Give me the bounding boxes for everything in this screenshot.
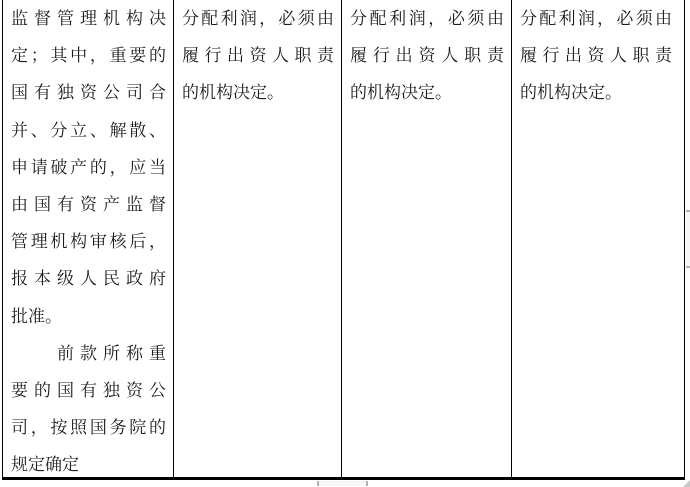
table-cell-2: [174, 0, 342, 477]
text-line: 申请破产的，应当: [11, 157, 166, 177]
text-line: 监督管理机构决: [11, 9, 166, 28]
text-line: 前款所称重: [11, 343, 166, 363]
text-line: 分配利润，必须由: [182, 9, 334, 28]
text-line: 的机构决定。: [182, 83, 284, 103]
vertical-scrollbar-thumb[interactable]: [686, 210, 690, 268]
text-line: 分配利润，必须由: [350, 9, 504, 28]
text-line: 要的国有独资公: [11, 381, 166, 401]
table-cell-1: [3, 0, 174, 477]
text-line: 定；其中，重要的: [11, 46, 166, 66]
resize-grip-icon[interactable]: [683, 480, 690, 487]
text-line: 报本级人民政府: [11, 269, 166, 289]
text-line: 国有独资公司合: [11, 83, 166, 103]
table-cell-4: [512, 0, 679, 477]
text-line: 管理机构审核后，: [11, 232, 166, 252]
document-table: [2, 0, 685, 480]
text-line: 司，按照国务院的: [11, 418, 166, 438]
text-line: 规定确定: [11, 455, 79, 475]
text-line: 履行出资人职责: [182, 46, 334, 66]
text-line: 履行出资人职责: [520, 46, 672, 66]
text-line: 批准。: [11, 306, 62, 326]
table-cell-3: [342, 0, 512, 477]
text-line: 履行出资人职责: [350, 46, 504, 66]
text-line: 的机构决定。: [520, 83, 622, 103]
text-line: 由国有资产监督: [11, 195, 166, 215]
text-line: 的机构决定。: [350, 83, 452, 103]
text-line: 分配利润，必须由: [520, 9, 672, 28]
horizontal-scrollbar-thumb[interactable]: [317, 481, 368, 486]
text-line: 并、分立、解散、: [11, 120, 166, 140]
